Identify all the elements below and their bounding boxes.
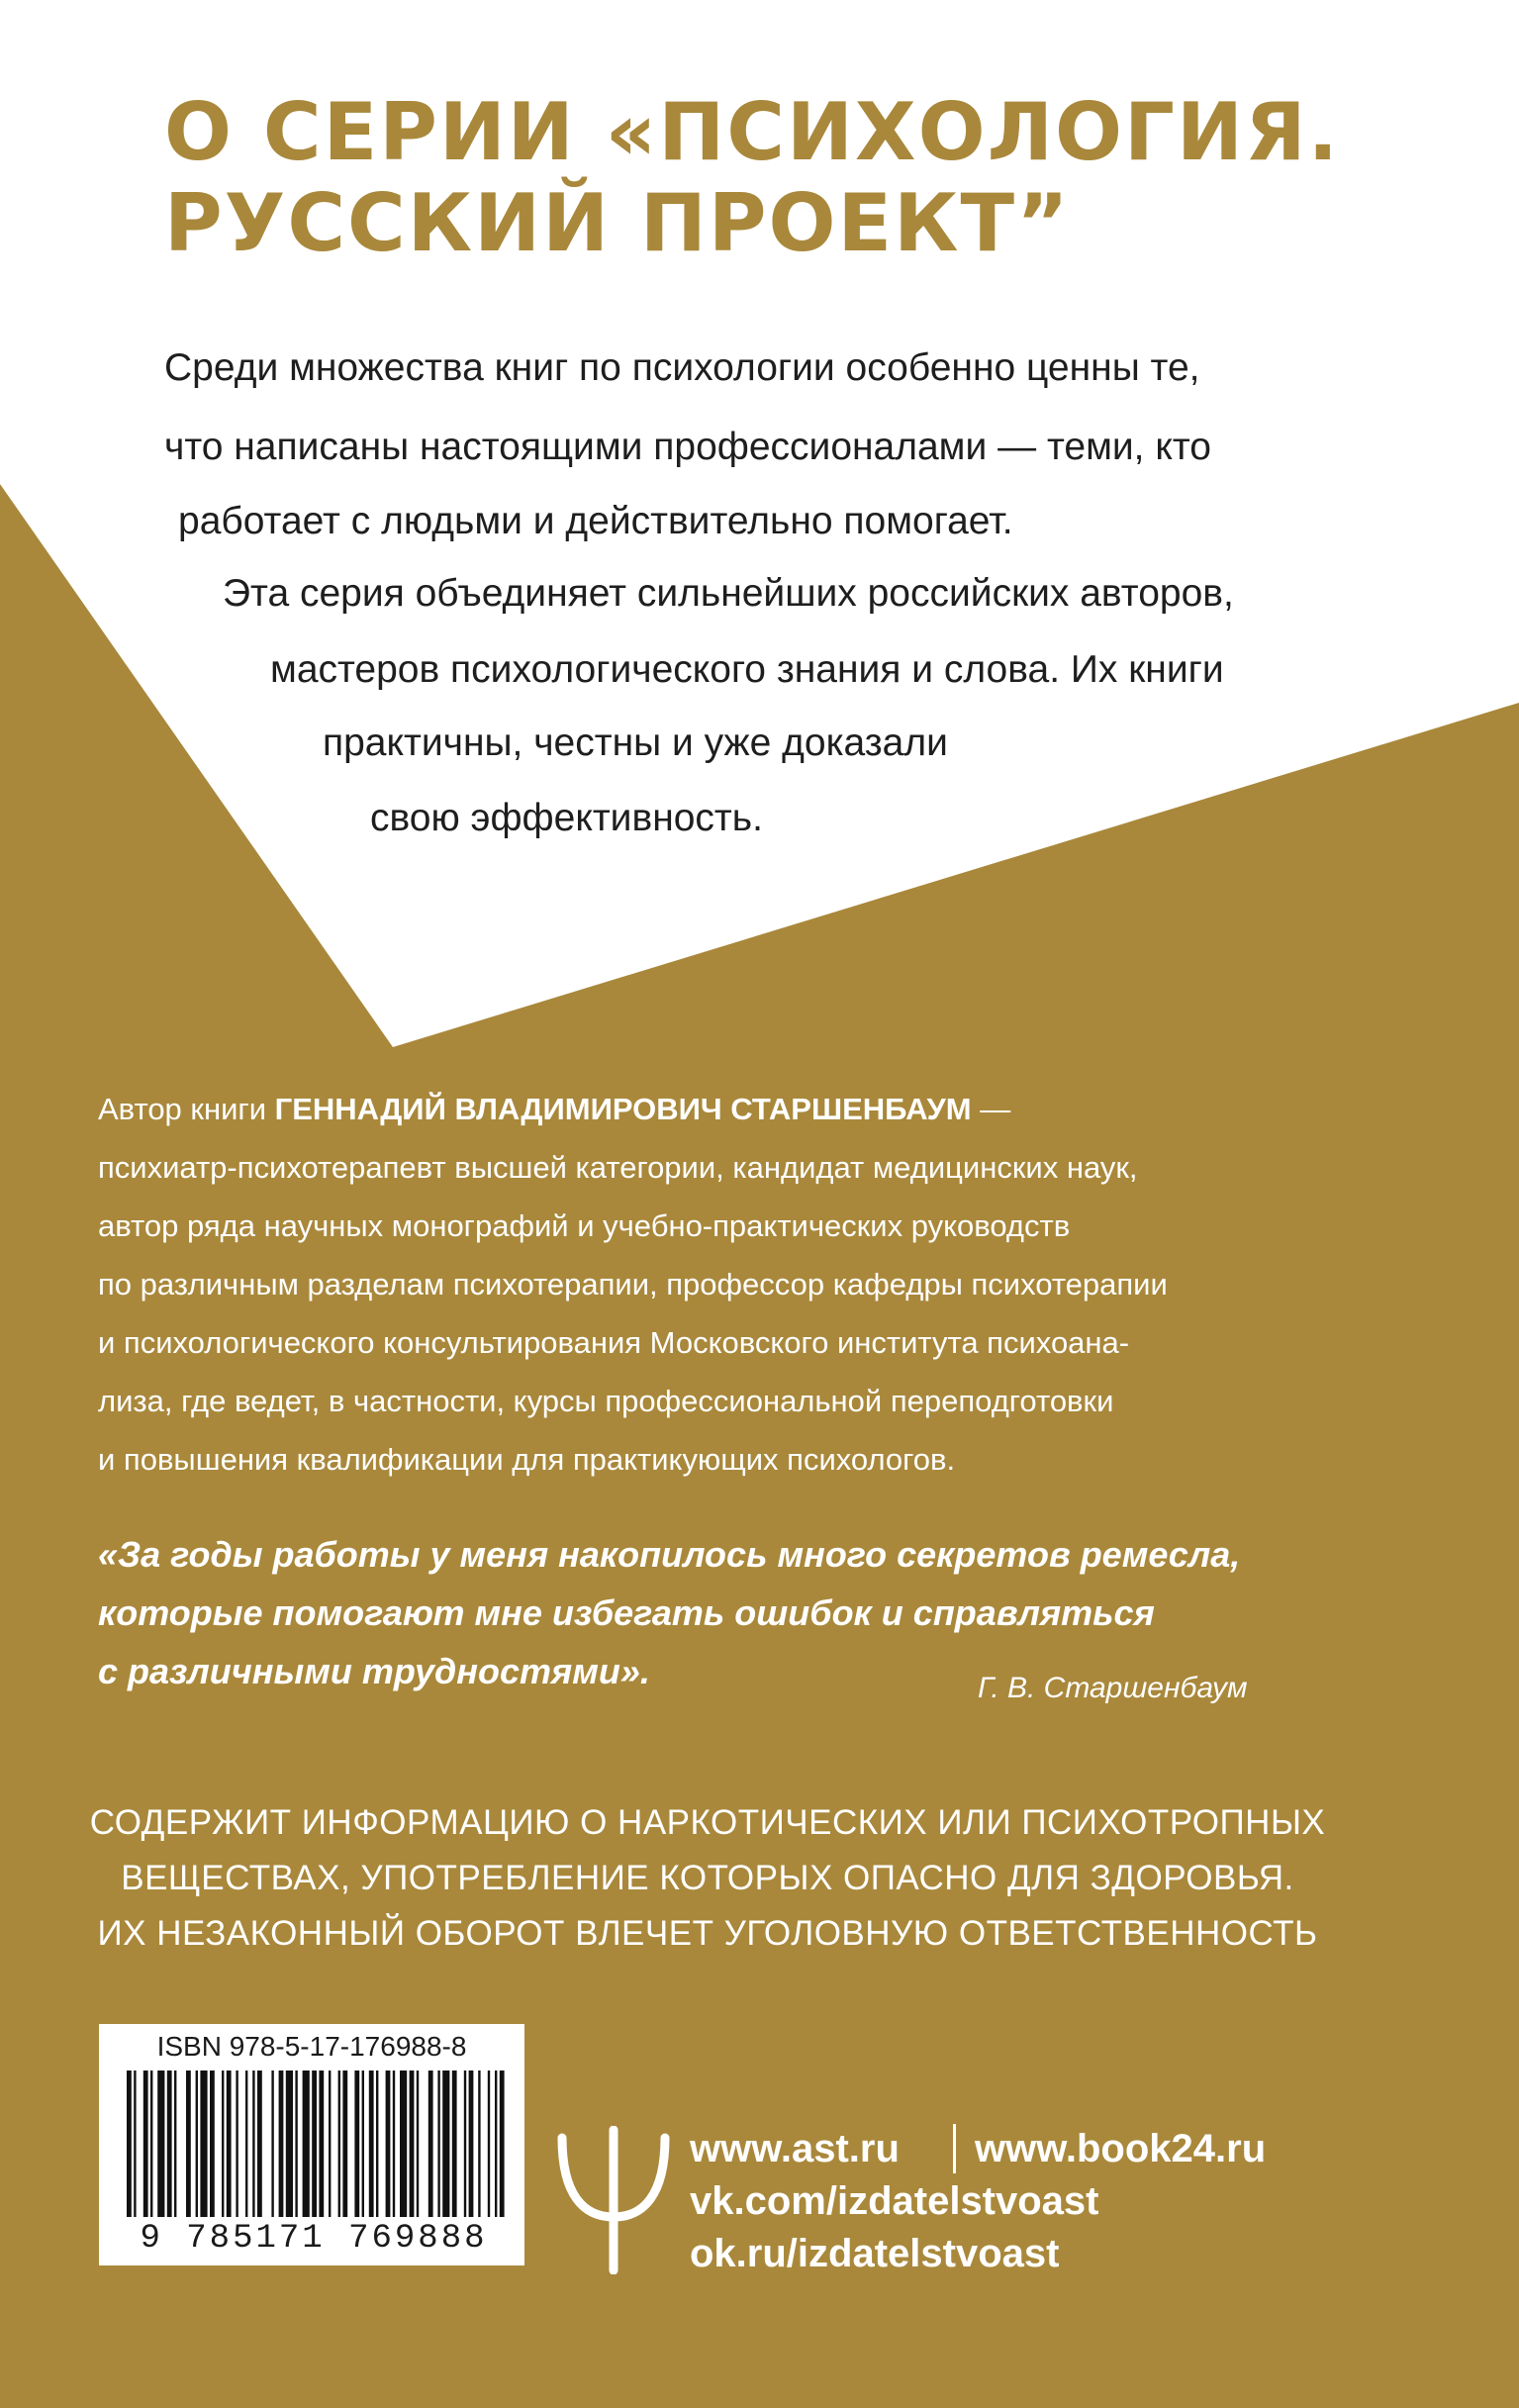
barcode-bar	[245, 2071, 247, 2217]
legal-warning	[0, 1795, 1415, 1962]
quote-attribution: Г. В. Старшенбаум	[978, 1672, 1248, 1704]
warning-line-2: ВЕЩЕСТВАХ, УПОТРЕБЛЕНИЕ КОТОРЫХ ОПАСНО ДЛЯ ЗДОРОВЬЯ.	[121, 1859, 1294, 1897]
author-suffix: —	[971, 1092, 1011, 1126]
barcode-bar	[437, 2071, 439, 2217]
link-book24[interactable]: www.book24.ru	[975, 2127, 1267, 2170]
barcode-bar	[222, 2071, 224, 2217]
link-ok[interactable]: ok.ru/izdatelstvoast	[690, 2232, 1060, 2275]
barcode-bar	[362, 2071, 364, 2217]
intro-line-3: работает с людьми и действительно помогает.	[178, 500, 1013, 542]
quote-line-2: которые помогают мне избегать ошибок и справляться	[98, 1592, 1155, 1633]
psi-icon	[554, 2126, 673, 2274]
series-title-line-2: РУССКИЙ ПРОЕКТ”	[164, 177, 1071, 269]
barcode-bar	[338, 2071, 340, 2217]
barcode-bar	[196, 2071, 198, 2217]
barcode-bar	[452, 2071, 457, 2217]
author-bio-line-1: психиатр-психотерапевт высшей категории, кандидат медицинских наук,	[98, 1150, 1138, 1185]
barcode-bar	[478, 2071, 480, 2217]
series-title	[164, 87, 1340, 269]
barcode-bar	[143, 2071, 148, 2217]
barcode-bar	[442, 2071, 449, 2217]
barcode-bar	[271, 2071, 273, 2217]
barcode-bar	[312, 2071, 317, 2217]
intro-line-2: что написаны настоящими профессионалами — теми, кто	[164, 426, 1211, 468]
barcode-bar	[393, 2071, 395, 2217]
quote-line-1: «За годы работы у меня накопилось много секретов ремесла,	[98, 1534, 1241, 1575]
barcode-bar	[257, 2071, 262, 2217]
author-bio	[98, 1080, 1168, 1489]
link-divider	[953, 2124, 956, 2173]
author-bio-line-3: по различным разделам психотерапии, профессор кафедры психотерапии	[98, 1267, 1168, 1301]
barcode-bar	[303, 2071, 310, 2217]
barcode-bar	[495, 2071, 497, 2217]
barcode-digits: 9 785171 769888	[140, 2220, 488, 2258]
barcode-bar	[210, 2071, 215, 2217]
quote-line-3: с различными трудностями».	[98, 1651, 650, 1691]
link-vk[interactable]: vk.com/izdatelstvoast	[690, 2179, 1099, 2223]
barcode-bar	[200, 2071, 207, 2217]
barcode-bar	[342, 2071, 347, 2217]
series-title-line-1: О СЕРИИ «ПСИХОЛОГИЯ.	[164, 86, 1340, 178]
intro-line-5: мастеров психологического знания и слова. Их книги	[270, 648, 1224, 691]
barcode-bar	[186, 2071, 191, 2217]
barcode-bar	[134, 2071, 136, 2217]
author-bio-line-4: и психологического консультирования Московского института психоана-	[98, 1325, 1130, 1360]
intro-line-7: свою эффективность.	[370, 797, 763, 839]
barcode-bar	[464, 2071, 466, 2217]
barcode-bars	[121, 2071, 507, 2217]
barcode-bar	[174, 2071, 176, 2217]
barcode-bar	[127, 2071, 132, 2217]
barcode-bar	[150, 2071, 152, 2217]
barcode-bar	[319, 2071, 324, 2217]
barcode-bar	[329, 2071, 331, 2217]
barcode-bar	[386, 2071, 391, 2217]
author-bio-line-5: лиза, где ведет, в частности, курсы профессиональной переподготовки	[98, 1384, 1114, 1418]
barcode-bar	[354, 2071, 359, 2217]
barcode-bar	[500, 2071, 505, 2217]
barcode-bar	[286, 2071, 293, 2217]
barcode-block	[99, 2024, 524, 2265]
barcode-bar	[167, 2071, 172, 2217]
barcode-bar	[417, 2071, 419, 2217]
author-bio-line-6: и повышения квалификации для практикующих психологов.	[98, 1442, 956, 1477]
author-heading-line	[98, 1080, 1168, 1138]
intro-line-1: Среди множества книг по психологии особенно ценны те,	[164, 346, 1200, 389]
isbn-label: ISBN 978-5-17-176988-8	[156, 2031, 467, 2062]
barcode-bar	[428, 2071, 433, 2217]
intro-line-6: практичны, честны и уже доказали	[323, 722, 948, 764]
barcode-bar	[227, 2071, 232, 2217]
barcode-bar	[252, 2071, 254, 2217]
barcode-bar	[410, 2071, 415, 2217]
intro-line-4: Эта серия объединяет сильнейших российских авторов,	[223, 572, 1234, 615]
author-bio-line-2: автор ряда научных монографий и учебно-практических руководств	[98, 1208, 1071, 1243]
barcode-bar	[157, 2071, 164, 2217]
barcode-bar	[295, 2071, 297, 2217]
barcode-bar	[279, 2071, 284, 2217]
barcode-bar	[400, 2071, 407, 2217]
warning-line-3: ИХ НЕЗАКОННЫЙ ОБОРОТ ВЛЕЧЕТ УГОЛОВНУЮ ОТВЕТСТВЕННОСТЬ	[97, 1914, 1318, 1953]
barcode-bar	[488, 2071, 490, 2217]
barcode-bar	[469, 2071, 474, 2217]
link-ast[interactable]: www.ast.ru	[690, 2127, 900, 2170]
barcode-bar	[369, 2071, 374, 2217]
barcode-bar	[236, 2071, 237, 2217]
warning-line-1: СОДЕРЖИТ ИНФОРМАЦИЮ О НАРКОТИЧЕСКИХ ИЛИ ПСИХОТРОПНЫХ	[89, 1803, 1326, 1842]
barcode-bar	[376, 2071, 378, 2217]
author-prefix: Автор книги	[98, 1092, 275, 1126]
author-name: ГЕННАДИЙ ВЛАДИМИРОВИЧ СТАРШЕНБАУМ	[274, 1092, 972, 1126]
